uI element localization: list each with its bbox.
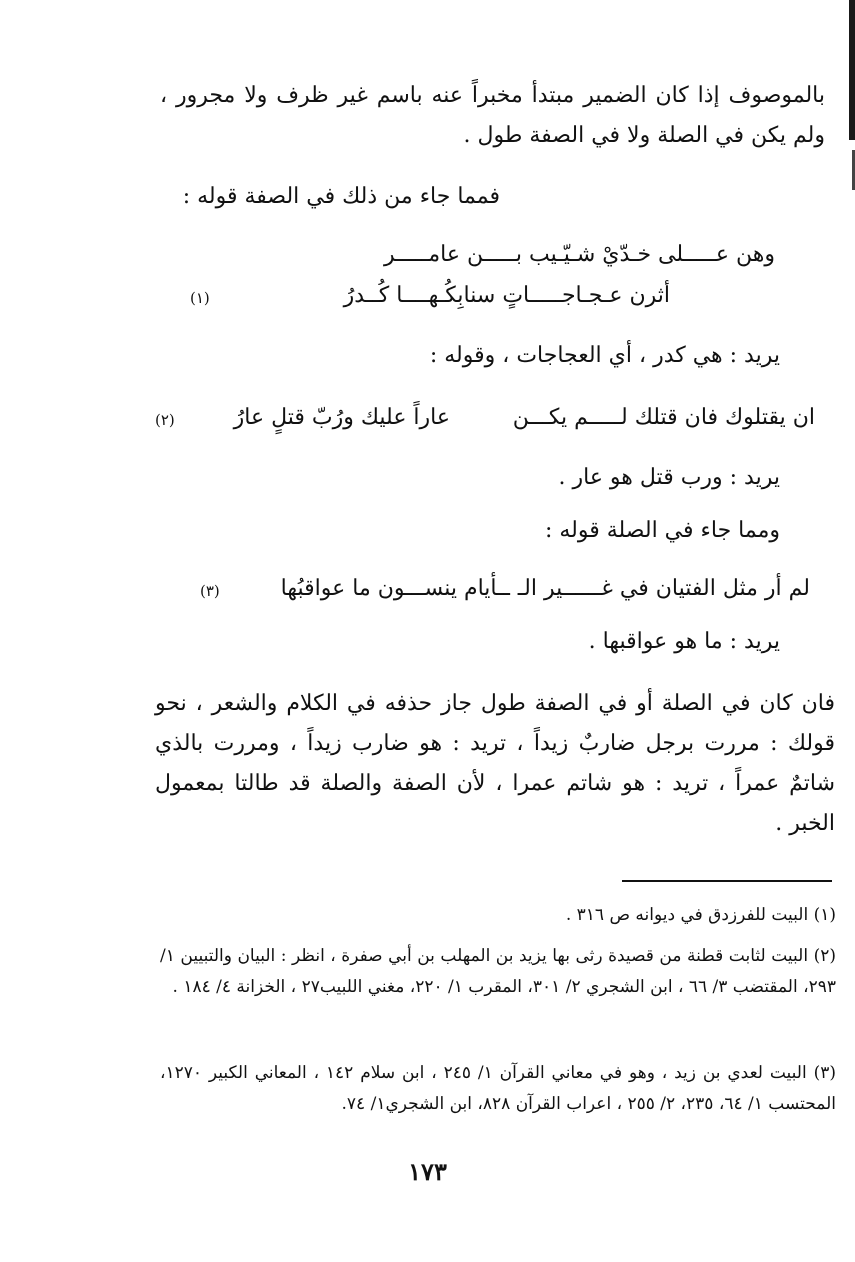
verse-1-first-hemistich: وهن عـــــلى خـدّيْ شـيّـيب بـــــن عامـــــر	[383, 242, 775, 267]
verse-2-first-hemistich: ان يقتلوك فان قتلك لـــــم يكـــن	[512, 405, 815, 430]
paragraph-opening: بالموصوف إذا كان الضمير مبتدأ مخبراً عنه باسم غير ظرف ولا مجرور ، ولم يكن في الصلة ولا في الصفة طول .	[160, 83, 825, 148]
footnote-ref-1: (١)	[190, 289, 210, 307]
verse-3-second-hemistich: ــأيام ينســـون ما عواقبُها	[280, 576, 510, 601]
explanation-3: يريد : ما هو عواقبها .	[588, 629, 780, 654]
footnote-ref-3: (٣)	[200, 582, 220, 600]
verse-1-second-hemistich: أثرن عـجـاجـــــاتٍ سنابِكُـهــــا كُــدرُ	[343, 283, 670, 308]
verse-2-second-hemistich: عاراً عليك ورُبّ قتلٍ عارُ	[233, 405, 450, 430]
scan-edge-mark	[849, 0, 855, 140]
intro-sila-line: ومما جاء في الصلة قوله :	[544, 518, 780, 543]
footnote-3: (٣) البيت لعدي بن زيد ، وهو في معاني القرآن ١/ ٢٤٥ ، ابن سلام ١٤٢ ، المعاني الكبير ١٢٧٠، المحتسب ١/ ٦٤، ٢٣٥، ٢/ ٢٥٥ ، اعراب القرآن ٨٢٨، ابن الشجري١/ ٧٤.	[160, 1063, 836, 1114]
intro-sifa-line: فمما جاء من ذلك في الصفة قوله :	[182, 184, 500, 209]
paragraph-closing: فان كان في الصلة أو في الصفة طول جاز حذفه في الكلام والشعر ، نحو قولك : مررت برجل ضاربٌ زيداً ، تريد : هو ضارب زيداً ، ومررت بالذي شاتمٌ عمراً ، تريد : هو شاتم عمرا ، لأن الصفة والصلة قد طالتا بمعمول الخبر .	[155, 691, 836, 836]
footnote-ref-2: (٢)	[155, 411, 175, 429]
verse-3-first-hemistich: لم أر مثل الفتيان في غــــــير الـ	[517, 576, 810, 601]
footnote-2: (٢) البيت لثابت قطنة من قصيدة رثى بها يزيد بن المهلب بن أبي صفرة ، انظر : البيان والتبيين ١/ ٢٩٣، المقتضب ٣/ ٦٦ ، ابن الشجري ٢/ ٣٠١، المقرب ١/ ٢٢٠، مغني اللبيب٢٧ ، الخزانة ٤/ ١٨٤ .	[160, 946, 836, 997]
footnote-divider	[622, 880, 832, 882]
page-number: ١٧٣	[408, 1157, 447, 1186]
footnote-1: (١) البيت للفرزدق في ديوانه ص ٣١٦ .	[565, 905, 836, 925]
explanation-2: يريد : ورب قتل هو عار .	[558, 465, 780, 490]
explanation-1: يريد : هي كدر ، أي العجاجات ، وقوله :	[429, 343, 780, 368]
